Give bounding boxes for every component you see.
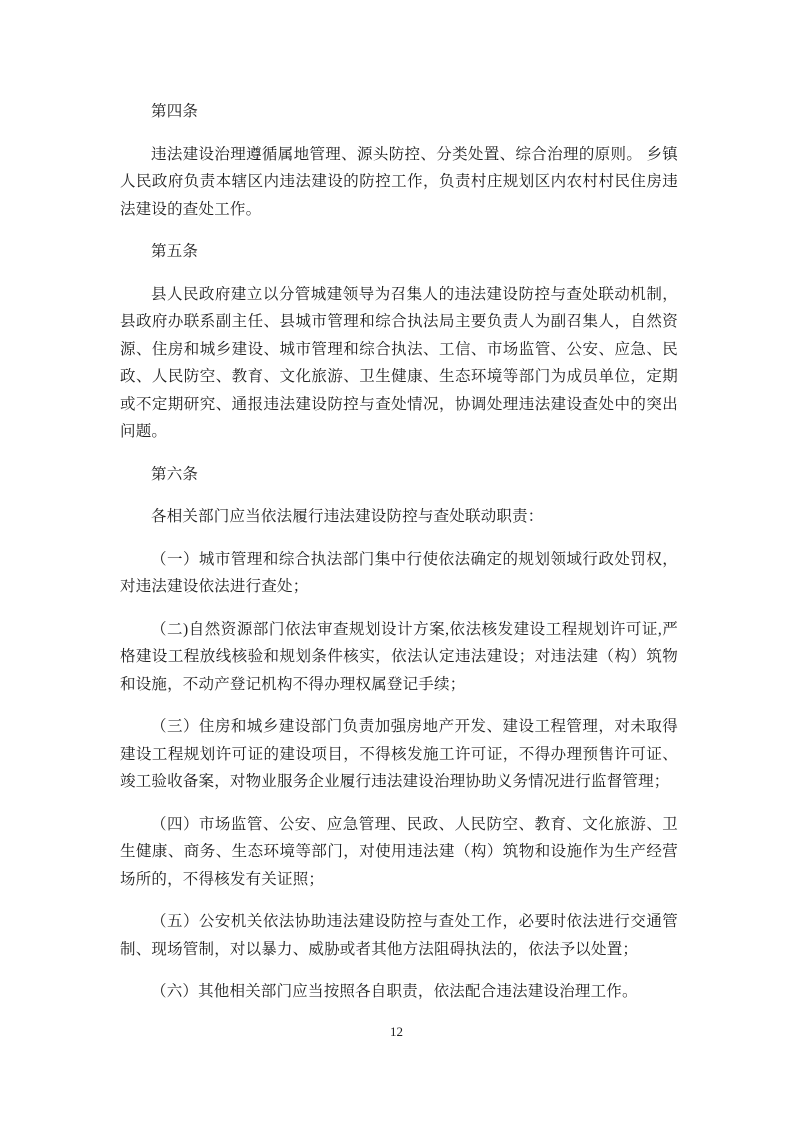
article-6-item-4: （四）市场监管、公安、应急管理、民政、人民防空、教育、文化旅游、卫生健康、商务、生态环境等部门，对使用违法建（构）筑物和设施作为生产经营场所的，不得核发有关证照； — [120, 815, 678, 888]
article-6-item-2: （二)自然资源部门依法审查规划设计方案,依法核发建设工程规划许可证,严格建设工程放线核验和规划条件核实，依法认定违法建设；对违法建（构）筑物和设施，不动产登记机构不得办理权属登记手续； — [120, 620, 678, 693]
article-6-item-1: （一）城市管理和综合执法部门集中行使依法确定的规划领域行政处罚权，对违法建设依法进行查处； — [120, 550, 678, 595]
article-heading-5: 第五条 — [151, 243, 199, 260]
article-4-paragraph: 违法建设治理遵循属地管理、源头防控、分类处置、综合治理的原则。 乡镇人民政府负责本辖区内违法建设的防控工作，负责村庄规划区内农村村民住房违法建设的查处工作。 — [120, 145, 678, 218]
article-6-intro: 各相关部门应当依法履行违法建设防控与查处联动职责： — [151, 508, 544, 525]
article-heading-6: 第六条 — [151, 465, 199, 483]
article-5-paragraph: 县人民政府建立以分管城建领导为召集人的违法建设防控与查处联动机制，县政府办联系副主任、县城市管理和综合执法局主要负责人为副召集人，自然资源、住房和城乡建设、城市管理和综合执法、工信、市场监管、公安、应急、民政、人民防空、教育、文化旅游、卫生健康、生态环境等部门为成员单位，定期或不定期研究、通报违法建设防控与查处情况，协调处理违法建设查处中的突出问题。 — [120, 285, 678, 440]
article-6-item-6: （六）其他相关部门应当按照各自职责，依法配合违法建设治理工作。 — [151, 983, 638, 1000]
document-body — [120, 98, 678, 1006]
article-6-item-5: （五）公安机关依法协助违法建设防控与查处工作，必要时依法进行交通管制、现场管制，对以暴力、威胁或者其他方法阻碍执法的，依法予以处置； — [120, 913, 678, 958]
article-heading-4: 第四条 — [151, 103, 199, 120]
page-number: 12 — [390, 1024, 403, 1039]
article-6-item-3: （三）住房和城乡建设部门负责加强房地产开发、建设工程管理，对未取得建设工程规划许可证的建设项目，不得核发施工许可证，不得办理预售许可证、竣工验收备案，对物业服务企业履行违法建设治理协助义务情况进行监督管理； — [120, 718, 678, 790]
